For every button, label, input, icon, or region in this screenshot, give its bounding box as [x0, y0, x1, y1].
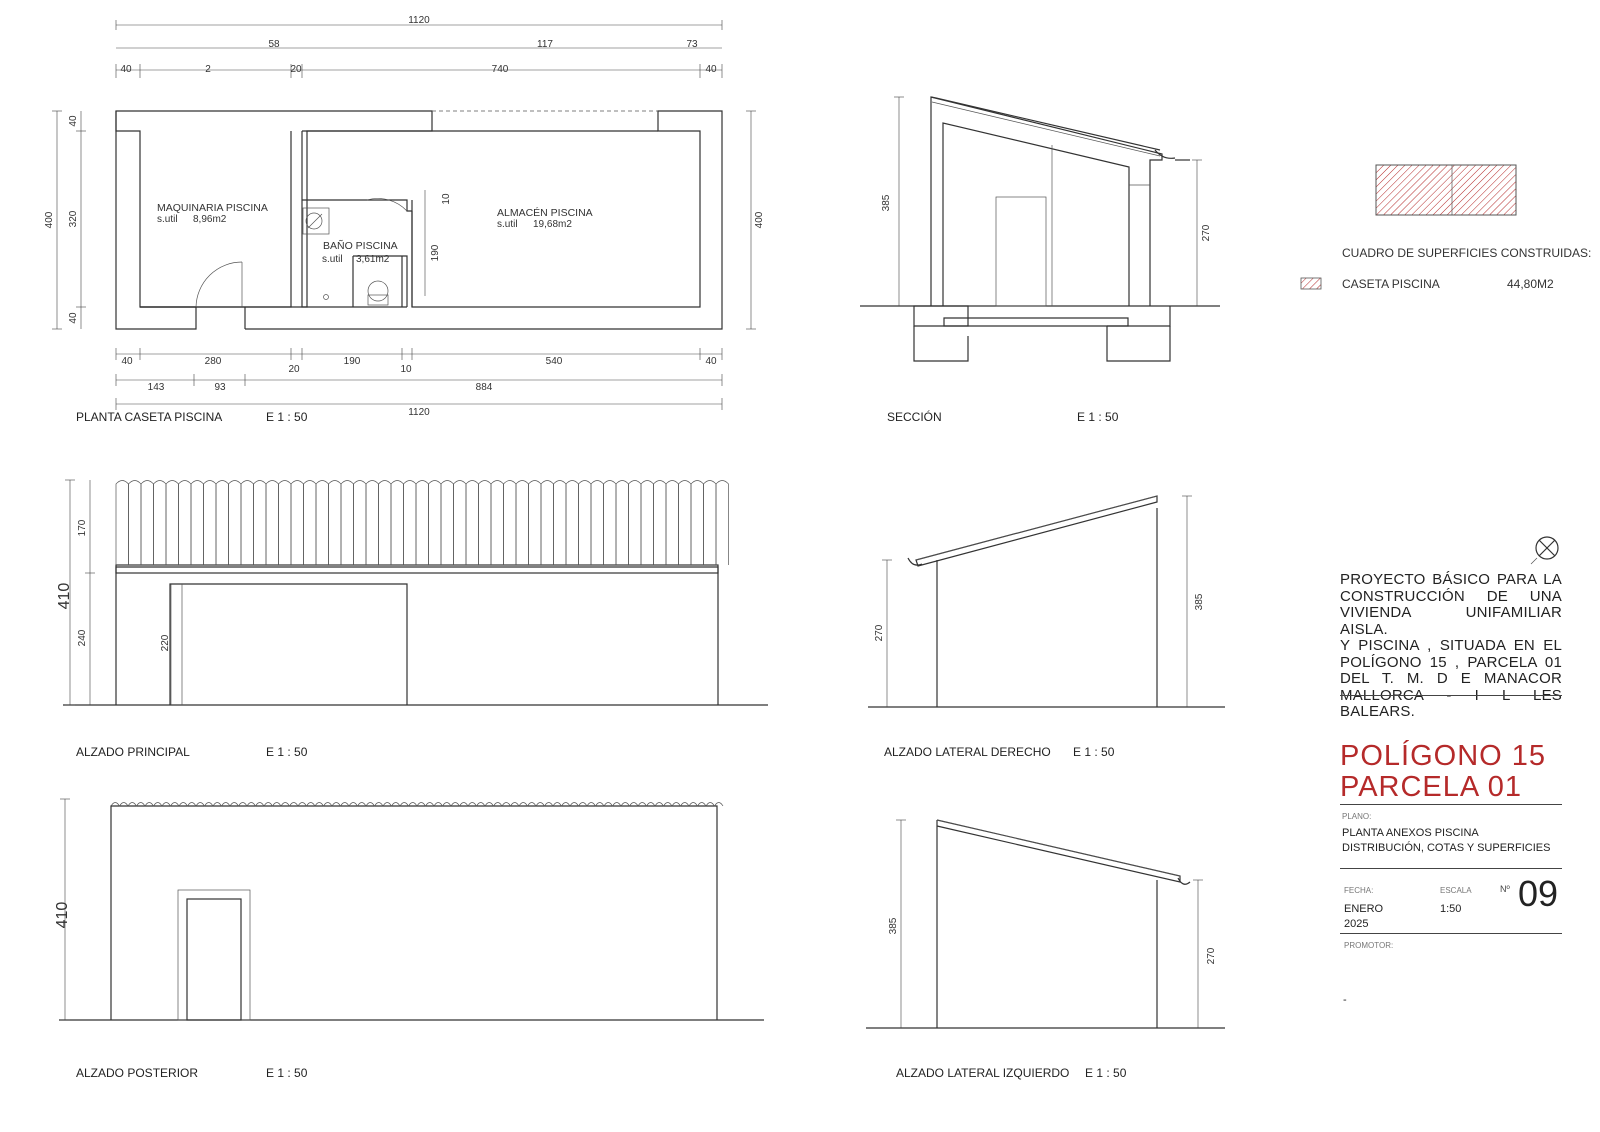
roof-tile	[616, 481, 629, 566]
roof-tile	[204, 481, 217, 566]
roof-tile	[579, 481, 592, 566]
section-caption: SECCIÓN	[887, 410, 942, 424]
plan-dim-bottom-total: 1120	[408, 407, 430, 418]
roof-tile	[141, 481, 154, 566]
front-dim-bottom: 240	[77, 629, 88, 647]
legend-item-value: 44,80M2	[1507, 277, 1554, 291]
plan-caption: PLANTA CASETA PISCINA	[76, 410, 223, 424]
section-dim-right: 270	[1201, 224, 1212, 242]
roof-tile	[479, 481, 492, 566]
plan-dim-top-58: 58	[268, 39, 280, 50]
room-bano-name: BAÑO PISCINA	[323, 240, 398, 252]
room-almacen-area: 19,68m2	[533, 219, 572, 230]
plan-dim-top-73: 73	[686, 39, 698, 50]
project-line-1: PROYECTO BÁSICO PARA LA	[1340, 571, 1562, 588]
roof-tile	[529, 481, 542, 566]
roof-tile	[154, 481, 167, 566]
roof-tile	[416, 481, 429, 566]
plan-dim-top-total: 1120	[408, 15, 430, 26]
roof-tile	[166, 481, 179, 566]
plan-dim-left-total: 400	[44, 211, 55, 229]
legend-item-label: CASETA PISCINA	[1342, 277, 1440, 291]
roof-tile	[704, 481, 717, 566]
front-dim-total: 410	[56, 582, 73, 610]
roof-tile	[429, 481, 442, 566]
roof-tile	[216, 481, 229, 566]
plan-dim-bottom-93: 93	[214, 382, 226, 393]
front-scale: E 1 : 50	[266, 745, 308, 759]
promotor-label: PROMOTOR:	[1344, 941, 1394, 950]
escala-value: 1:50	[1440, 903, 1462, 915]
room-bano-area-label: s.util	[322, 254, 343, 265]
plan-dim-top-40a: 40	[120, 64, 132, 75]
surface-legend	[1301, 165, 1591, 291]
roof-tile	[279, 481, 292, 566]
project-line-2: CONSTRUCCIÓN DE UNA	[1340, 587, 1562, 605]
right-elevation	[868, 496, 1225, 759]
legend-item-swatch	[1301, 278, 1321, 289]
roof-tile	[641, 481, 654, 566]
parcela-title: PARCELA 01	[1340, 771, 1522, 803]
plano-line-1: PLANTA ANEXOS PISCINA	[1342, 827, 1479, 839]
number-label: Nº	[1500, 884, 1510, 894]
right-scale: E 1 : 50	[1073, 745, 1115, 759]
room-bano-area: 3,61m2	[356, 254, 390, 265]
plan-dim-left-320: 320	[68, 210, 79, 228]
room-maquinaria-name: MAQUINARIA PISCINA	[157, 202, 268, 214]
roof-tile	[504, 481, 517, 566]
roof-tile	[404, 481, 417, 566]
plan-dim-top-20: 20	[290, 64, 302, 75]
left-dim-left: 385	[888, 917, 899, 935]
surface-hatch-swatch	[1376, 165, 1516, 215]
left-caption: ALZADO LATERAL IZQUIERDO	[896, 1066, 1070, 1080]
front-elevation	[56, 480, 768, 759]
right-dim-right: 385	[1194, 593, 1205, 611]
roof-tile	[491, 481, 504, 566]
project-line-3: VIVIENDA UNIFAMILIAR AISLA.	[1340, 604, 1562, 638]
roof-tile	[716, 481, 729, 566]
roof-tile	[316, 481, 329, 566]
roof-tile	[654, 481, 667, 566]
front-caption: ALZADO PRINCIPAL	[76, 745, 190, 759]
poligono-title: POLÍGONO 15	[1340, 740, 1547, 772]
plan-dim-top-40b: 40	[705, 64, 717, 75]
roof-tile	[691, 481, 704, 566]
roof-tile	[191, 481, 204, 566]
title-rule-1	[1340, 695, 1562, 696]
roof-tile	[379, 481, 392, 566]
left-scale: E 1 : 50	[1085, 1066, 1127, 1080]
roof-tile	[591, 481, 604, 566]
section-scale: E 1 : 50	[1077, 410, 1119, 424]
section-dim-left: 385	[881, 194, 892, 212]
plan-dim-top-2: 2	[205, 64, 211, 75]
front-dim-door: 220	[160, 634, 171, 652]
roof-tile	[266, 481, 279, 566]
plan-dim-left-40b: 40	[68, 312, 79, 324]
roof-tile	[391, 481, 404, 566]
legend-heading: CUADRO DE SUPERFICIES CONSTRUIDAS:	[1342, 246, 1592, 260]
roof-tile	[666, 481, 679, 566]
roof-tile	[541, 481, 554, 566]
plan-dim-bottom-884: 884	[475, 382, 493, 393]
floor-plan	[44, 15, 765, 424]
plan-dim-bottom-190: 190	[343, 356, 361, 367]
roof-tile	[254, 481, 267, 566]
title-rule-2	[1340, 804, 1562, 805]
rear-dim-total: 410	[54, 901, 71, 929]
north-arrow-icon	[1531, 537, 1558, 564]
plan-dim-bottom-20: 20	[288, 364, 300, 375]
roof-tile	[566, 481, 579, 566]
front-roof-tiles	[116, 481, 729, 566]
roof-tile	[329, 481, 342, 566]
plano-label: PLANO:	[1342, 812, 1372, 821]
roof-tile	[354, 481, 367, 566]
plan-dim-bottom-40a: 40	[121, 356, 133, 367]
plan-dim-interior-10: 10	[441, 193, 452, 205]
plan-dim-right-total: 400	[754, 211, 765, 229]
roof-tile	[229, 481, 242, 566]
roof-tile	[366, 481, 379, 566]
roof-tile	[466, 481, 479, 566]
project-line-5: POLÍGONO 15 , PARCELA 01	[1340, 653, 1562, 671]
section-view	[860, 97, 1220, 424]
plan-dim-bottom-143: 143	[147, 382, 165, 393]
title-rule-4	[1340, 933, 1562, 934]
fecha-year: 2025	[1344, 918, 1369, 930]
left-elevation	[866, 820, 1225, 1080]
plan-dim-bottom-280: 280	[204, 356, 222, 367]
plan-dim-interior-190: 190	[430, 244, 441, 262]
project-line-7: MALLORCA - I L LES BALEARS.	[1340, 686, 1562, 720]
right-caption: ALZADO LATERAL DERECHO	[884, 745, 1051, 759]
roof-tile	[304, 481, 317, 566]
roof-tile	[129, 481, 142, 566]
left-dim-right: 270	[1206, 947, 1217, 965]
sheet-number: 09	[1518, 873, 1559, 914]
fecha-label: FECHA:	[1344, 886, 1374, 895]
project-description	[1340, 572, 1562, 721]
room-almacen-area-label: s.util	[497, 219, 518, 230]
roof-tile	[554, 481, 567, 566]
roof-tile	[516, 481, 529, 566]
room-almacen-name: ALMACÉN PISCINA	[497, 207, 593, 219]
project-line-4: Y PISCINA , SITUADA EN EL	[1340, 637, 1562, 654]
roof-tile	[179, 481, 192, 566]
roof-tile	[291, 481, 304, 566]
front-dim-top: 170	[77, 519, 88, 537]
roof-tile	[341, 481, 354, 566]
escala-label: ESCALA	[1440, 886, 1472, 895]
plan-dim-top-117: 117	[537, 39, 553, 50]
room-maquinaria-area-label: s.util	[157, 214, 178, 225]
rear-caption: ALZADO POSTERIOR	[76, 1066, 199, 1080]
plan-dim-bottom-40b: 40	[705, 356, 717, 367]
promotor-value: -	[1343, 994, 1347, 1006]
plan-dim-bottom-10: 10	[400, 364, 412, 375]
fecha-month: ENERO	[1344, 903, 1384, 915]
roof-tile	[116, 481, 129, 566]
plan-dim-top-740: 740	[491, 64, 509, 75]
right-dim-left: 270	[874, 624, 885, 642]
roof-tile	[441, 481, 454, 566]
plano-line-2: DISTRIBUCIÓN, COTAS Y SUPERFICIES	[1342, 842, 1551, 854]
rear-scale: E 1 : 50	[266, 1066, 308, 1080]
roof-tile	[629, 481, 642, 566]
title-rule-3	[1340, 868, 1562, 869]
plan-dim-bottom-540: 540	[545, 356, 563, 367]
roof-tile	[679, 481, 692, 566]
roof-tile	[454, 481, 467, 566]
roof-tile	[241, 481, 254, 566]
plan-scale: E 1 : 50	[266, 410, 308, 424]
project-line-6: DEL T. M. D E MANACOR	[1340, 670, 1562, 687]
plan-dim-left-40a: 40	[68, 115, 79, 127]
room-maquinaria-area: 8,96m2	[193, 214, 227, 225]
roof-tile	[604, 481, 617, 566]
rear-elevation	[54, 799, 764, 1080]
